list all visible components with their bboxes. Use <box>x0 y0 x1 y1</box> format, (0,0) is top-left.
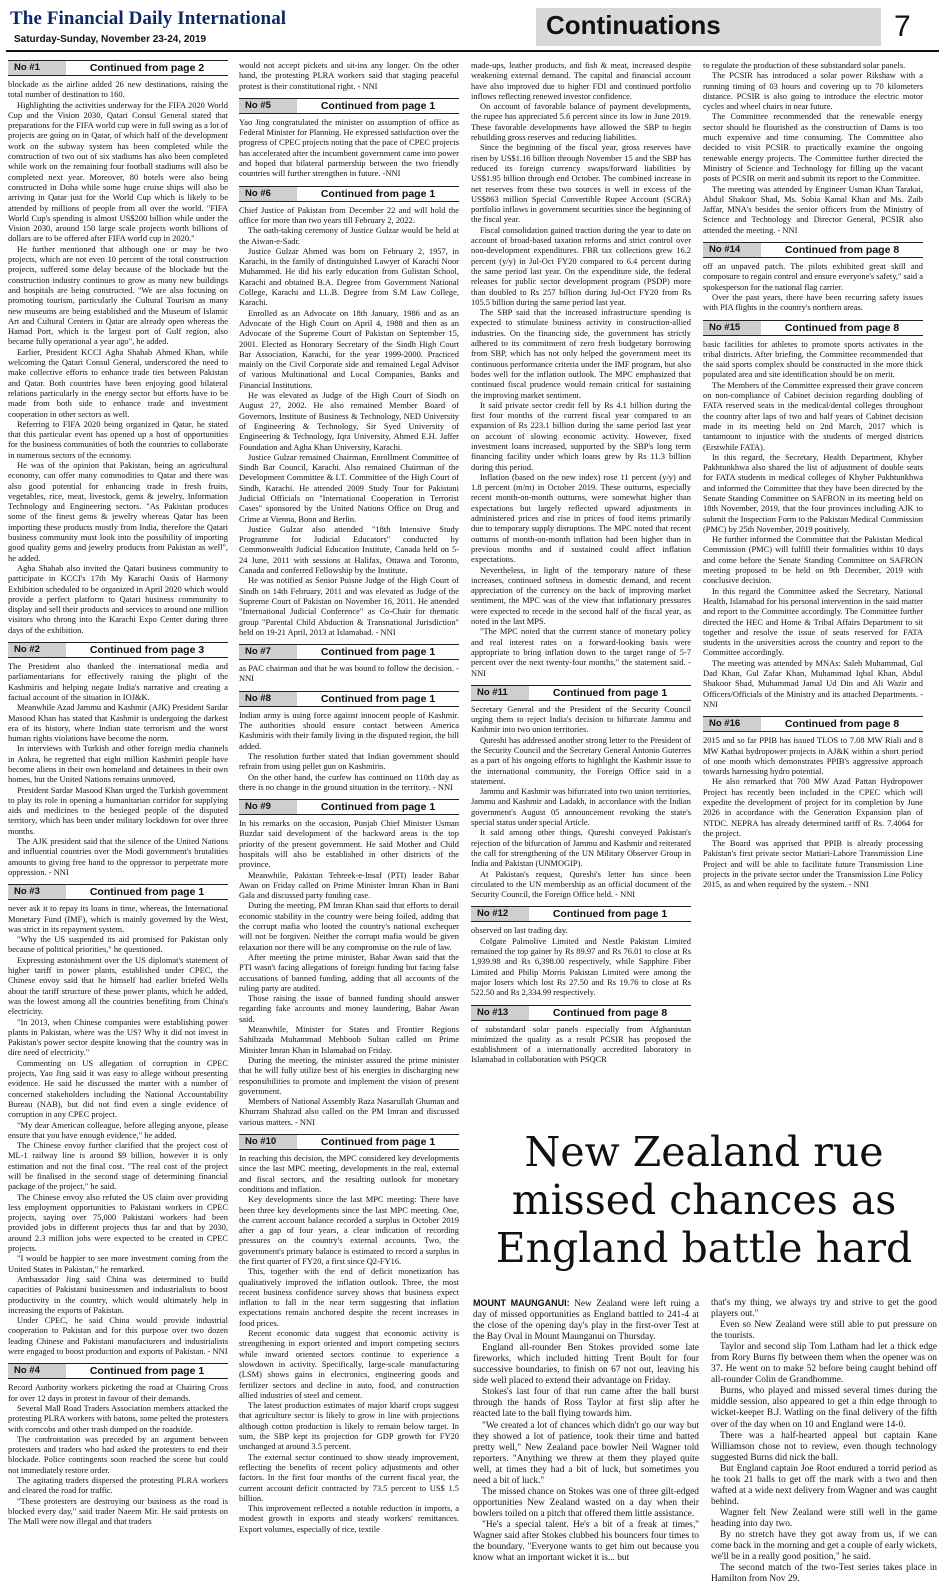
column-1 <box>8 60 228 1580</box>
body-paragraph: "I would be happier to see more investment coming from the United States in Pakistan," he remarked. <box>8 1253 228 1274</box>
body-paragraph: Several Mall Road Traders Association members attacked the protesting PLRA workers with batons, some pelted the protesters with corncobs and other trash dumped on the roadside. <box>8 1402 228 1434</box>
body-paragraph: The SBP said that the increased infrastructure spending is expected to stimulate business activity in construction-allied industries. On the financing side, the government has strictly adhered to its commitment of zero fresh budgetary borrowing from SBP, which has not only helped the government meet its continuous performance criteria under the IMF program, but also bodes well for the inflation outlook. The MPC emphasized that continued fiscal prudence would remain critical for sustaining the improving market sentiment. <box>471 307 691 400</box>
body-paragraph: Recent economic data suggest that economic activity is strengthening in export oriented and import competing sectors while inward oriented sectors continue to experience a slowdown in activity. Specifically, large-scale manufacturing (LSM) shows gains in electronics, engineering goods and fertilizer sectors and decline in auto, food, and construction allied industries of steel and cement. <box>239 1328 459 1400</box>
body-paragraph: never ask it to repay its loans in time, whereas, the International Monetary Fund (IMF), which is mainly governed by the West, was strict in its repayment system. <box>8 903 228 934</box>
body-paragraph: The latest production estimates of major kharif crops suggest that agriculture sector is likely to grow in line with projections although cotton production is likely to remain below target. In sum, the SBP kept its projection for GDP growth for FY20 unchanged at around 3.5 percent. <box>239 1400 459 1452</box>
feature-paragraph: The missed chance on Stokes was one of three gilt-edged opportunities New Zealand wasted on a day when their bowlers toiled on a pitch that offered them little assistance. <box>473 1486 699 1519</box>
continuation-header <box>239 186 459 202</box>
body-paragraph: He also remarked that 700 MW Azad Pattan Hydropower Project has recently been included in the CPEC which will expedite the development of project for its completion by June 2026 in accordance with the Generation Expansion plan of NTDC. NEPRA has already determined tariff of Rs. 7.4064 for the project. <box>703 776 923 838</box>
body-paragraph: basic facilities for athletes to promote sports activates in the tribal districts. After briefing, the Committee recommended that the said sports complex should be constructed in the more thick populated area and site identification should be on merit. <box>703 338 923 380</box>
continuation-header <box>703 320 923 336</box>
body-paragraph: Justice Gulzar remained Chairman, Enrollment Committee of Sindh Bar Council, Karachi. Also remained Chairman of the Development Committee & I.T. Committee of the High Court of Sindh, Karachi. He attended 2009 Study Tour for Pakistani Judicial Officials on "International Cooperation in Terrorist Cases" sponsored by the United Nations Office on Drug and Crime at Vienna, Bonn and Berlin. <box>239 451 459 524</box>
body-paragraph: The meeting was attended by MNAs: Saleh Muhammad, Gul Dad Khan, Gul Zafar Khan, Muhammad Iqbal Khan, Abdul Shakoor Shad, Muhammad Jamal Ud Din and Ali Wazir and Officers/Officials of the Ministry and its attached Departments. - NNI <box>703 657 923 709</box>
feature-paragraph: The second match of the two-Test series takes place in Hamilton from Nov 29. <box>711 1563 937 1583</box>
body-paragraph: After meeting the prime minister, Babar Awan said that the PTI wasn't facing allegations of foreign funding but facing false accusations of banned funding, adding that all accounts of the ruling party are audited. <box>239 951 459 993</box>
continuation-header <box>239 1134 459 1150</box>
body-paragraph: The meeting was attended by Engineer Usman Khan Tarakai, Abdul Shakoor Shad, Ms. Sobia Kamal Khan and Ms. Zaib Jaffar, MNA's besides the senior officers from the Ministry of Science and Technology and Director General, PCSIR also attended the meeting. - NNI <box>703 183 923 235</box>
body-paragraph: Fiscal consolidation gained traction during the year to date on account of broad-based taxation reforms and strict control over non-development expenditures. FBR tax collections grew 16.2 percent (y/y) in Jul-Oct FY20 compared to 6.4 percent during the same period last year. On the expenditure side, the federal releases for public sector development program (PSDP) more than doubled to Rs 257 billion during Jul-Oct FY20 from Rs 105.5 billion during the same period last year. <box>471 224 691 307</box>
continuation-number: No #11 <box>471 686 529 700</box>
body-paragraph: Indian army is using force against innocent people of Kashmir. The authorities should ensure contact between America Kashmiris with their family living in the disputed region, the bill added. <box>239 709 459 751</box>
feature-column-1 <box>473 1298 699 1583</box>
continuation-item <box>703 60 923 235</box>
body-paragraph: Key developments since the last MPC meeting: There have been three key developments since the last MPC meeting. One, the current account balance recorded a surplus in October 2019 after a gap of four years, a clear indication of recording pressures on the country's external accounts. Two, the government's primary balance is estimated to record a surplus in the first quarter of FY20, a first since Q2-FY16. <box>239 1194 459 1266</box>
continuation-label: Continued from page 1 <box>320 646 436 659</box>
feature-paragraph: Burns, who played and missed several times during the middle session, also appeared to get a thin edge through to wicket-keeper B.J. Watling on the final delivery of the fifth over of the day when on 10 and England were 14-0. <box>711 1386 937 1430</box>
body-paragraph: He was notified as Senior Puisne Judge of the High Court of Sindh on 14th February, 2011 and was elevated as Judge of the Supreme Court of Pakistan on November 16, 2011. He attended "International Judicial Conference" as Co-Chair for thematic group "Parental Child Abduction & Transnational Jurisdiction" held on 19-21 April, 2013 at Islamabad. - NNI <box>239 575 459 637</box>
column-2 <box>239 60 459 1580</box>
body-paragraph: The AJK president said that the silence of the United Nations and influential countries over the Modi government's brutalities amounts to giving free hand to the oppressor to perpetrate more oppression. - NNI <box>8 836 228 877</box>
continuation-header <box>703 242 923 258</box>
body-paragraph: This, together with the end of deficit monetization has qualitatively improved the inflation outlook. Three, the most recent business confidence survey shows that business expect inflation to fall in the near term suggesting that inflation expectations remain anchored despite the recent increases in food prices. <box>239 1266 459 1328</box>
body-paragraph: President Sardar Masood Khan urged the Turkish government to play its role in opening a humanitarian corridor for supplying aids and medicines to the besieged people of the disputed territory, which has been under military lockdown for over three months. <box>8 784 228 836</box>
continuation-label: Continued from page 1 <box>320 1136 436 1149</box>
continuation-item <box>239 60 459 91</box>
body-paragraph: Colgate Palmolive Limited and Nestle Pakistan Limited remained the top gainer by Rs 89.97 and Rs 76.01 to close at Rs 1,939.98 and Rs 6,398.00 respectively, while Sapphire Fiber Limited and Philip Morris Pakistan Limited were among the major losers which lost Rs 27.50 and Rs 19.76 to close at Rs 522.50 and Rs 2,334.99 respectively. <box>471 935 691 998</box>
body-paragraph: During the meeting, PM Imran Khan said that efforts to derail economic stability in the country were being foiled, adding that the corrupt mafia who looted the country's national exchequer will not be forgiven. Neither the corrupt mafia would be given relaxation nor there will be any compromise on the rule of law. <box>239 900 459 952</box>
continuation-item <box>471 1005 691 1065</box>
body-paragraph: This improvement reflected a notable reduction in imports, a modest growth in exports and steady workers' remittances. Export volumes, especially of rice, textile <box>239 1503 459 1534</box>
body-paragraph: Record Authority workers picketing the road at Chairing Cross for over 12 days in protest in favour of their demands. <box>8 1382 228 1403</box>
continuation-number: No #14 <box>703 243 761 257</box>
body-paragraph: of substandard solar panels especially from Afghanistan minimized the quality as a result PCSIR has proposed the establishment of a internationally accredited laboratory in Islamabad in collaboration with PSQCR <box>471 1023 691 1065</box>
feature-lead-text: New Zealand were left ruing a day of missed opportunities as England battled to 241-4 at the close of the opening day's play in the first-over Test at the Bay Oval in Mount Maunganui on Thursday. <box>473 1299 699 1343</box>
body-paragraph: Justice Gulzar Ahmed was born on February 2, 1957, in Karachi, in the family of distinguished Lawyer of Karachi Noor Muhammed. He did his early education from Gulistan School, Karachi and obtained B.A. Degree from Government National College, Karachi and LL.B. Degree from S.M Law College, Karachi. <box>239 245 459 308</box>
body-paragraph: Under CPEC, he said China would provide industrial cooperation to Pakistan and for this purpose over two dozen leading Chinese and Pakistani manufacturers and industrialists were engaged to boost production and exports of Pakistan. - NNI <box>8 1315 228 1357</box>
continuation-header <box>8 60 228 76</box>
body-paragraph: Justice Gulzar also attended "18th Intensive Study Programme for Judicial Educators" conducted by Commonwealth Judicial Education Institute, Canada held on 5-24 June, 2011 with sessions at Halifax, Ottawa and Toronto, Canada and conferred Fellowship by the Institute. <box>239 523 459 576</box>
continuation-item <box>703 716 923 889</box>
feature-paragraph: Wagner felt New Zealand were still well in the game heading into day two. <box>711 1507 937 1529</box>
continuation-label: Continued from page 1 <box>320 692 436 705</box>
body-paragraph: The Committee recommended that the renewable energy sector should be flourished as the construction of Dams is too much expensive and time consuming. The Committee also decided to visit PCSIR to practically examine the ongoing renewable energy projects. The Committee further directed the Ministry of Science and Technology for filling up the vacant posts of PCSIR on merit and submit its report to the Committee. <box>703 111 923 184</box>
continuation-item <box>471 685 691 900</box>
issue-date: Saturday-Sunday, November 23-24, 2019 <box>14 34 207 45</box>
column-4 <box>703 60 923 1120</box>
continuation-number: No #8 <box>239 692 297 706</box>
feature-col2-body <box>711 1298 937 1583</box>
continuation-label: Continued from page 1 <box>320 99 436 112</box>
body-paragraph: The oath-taking ceremony of Justice Gulzar would be held at the Aiwan-e-Sadr. <box>239 225 459 246</box>
feature-paragraph: "He's a special talent. He's a bit of a freak at times," Wagner said after Stokes clubbed his bouncers four times to the boundary. "Everyone wants to get him out because you know what an important wicket it is... but <box>473 1519 699 1564</box>
body-paragraph: He further informed the Committee that the Pakistan Medical Commission (PMC) will fulfill their formalities within 10 days and come before the Senate Standing Committee on SAFRON meeting proposed to be held on 9th December, 2019 with conclusive decision. <box>703 534 923 586</box>
body-paragraph: would not accept pickets and sit-ins any longer. On the other hand, the protesting PLRA workers said that staging peaceful protest is their constitutional right. - NNI <box>239 60 459 91</box>
masthead <box>6 4 939 52</box>
body-paragraph: He was elevated as Judge of the High Court of Sindh on August 27, 2002. He also remained Member Board of Governors, Institute of Business & Technology, NED University of Engineering & Technology, Sir Syed University of Engineering & Technology, Iqra University, Ahmed E.H. Jaffer Foundation and Agha Khan University, Karachi. <box>239 390 459 452</box>
continuation-item <box>703 320 923 710</box>
continuation-number: No #1 <box>8 61 66 75</box>
section-title: Continuations <box>546 10 721 40</box>
body-paragraph: During the meeting, the minister assured the prime minister that he will fully utilize best of his energies in discharging new responsibilities to promote and implement the vision of present government. <box>239 1054 459 1096</box>
feature-paragraph: "We created a lot of chances which didn't go our way but they showed a lot of patience, took their time and batted pretty well," New Zealand pace bowler Neil Wagner told reporters. "Anything we threw at them they played quite well, at times they had a bit of luck, but sometimes you need a bit of luck." <box>473 1420 699 1486</box>
body-paragraph: The Chinese envoy also refuted the US claim over providing less employment opportunities to Pakistani workers in CPEC projects, saying over 75,000 Pakistani workers had been provided jobs in different projects thus far and that by 2030, around 2.3 million jobs were expected to be created in CPEC projects. <box>8 1191 228 1254</box>
body-paragraph: In interviews with Turkish and other foreign media channels in Ankra, he regretted that eight million Kashmiri people have become aliens in their own homeland and detainees in their own homes, but the United Nations remains unmoved. <box>8 743 228 785</box>
body-paragraph: At Pakistan's request, Qureshi's letter has since been circulated to the UN membership as an official document of the Security Council, the Foreign Office held. - NNI <box>471 868 691 900</box>
body-paragraph: The Board was apprised that PPIB is already processing Pakistan's first private sector Matiari-Lahore Transmission Line Project and will be able to facilitate future Transmission Line projects in the private sector under the Transmission Line Policy 2015, as and when required by the system. - NNI <box>703 838 923 890</box>
body-paragraph: In reaching this decision, the MPC considered key developments since the last MPC meeting, developments in the real, external and fiscal sectors, and the resulting outlook for monetary conditions and inflation. <box>239 1153 459 1194</box>
body-paragraph: In his remarks on the occasion, Punjab Chief Minister Usman Buzdar said development of the backward areas is the top priority of the present government. He said Mother and Child hospitals will also be established in other districts of the province. <box>239 818 459 870</box>
continuation-header <box>239 644 459 660</box>
feature-paragraph: Taylor and second slip Tom Latham had let a thick edge from Rory Burns fly between them when the opener was on 37. He went on to make 52 before being caught behind off all-rounder Colin de Grandhomme. <box>711 1342 937 1386</box>
body-paragraph: Commenting on US allegation of corruption in CPEC projects, Yao Jing said it was easy to allege without presenting evidence. He said he discussed the matter with a number of concerned stakeholders including the National Accountability Bureau (NAB), but did not find even a single evidence of corruption in any CPEC project. <box>8 1057 228 1120</box>
continuation-item <box>8 60 228 635</box>
continuation-item <box>239 186 459 637</box>
continuation-number: No #16 <box>703 717 761 731</box>
continuation-number: No #15 <box>703 321 761 335</box>
body-paragraph: observed on last trading day. <box>471 925 568 936</box>
body-paragraph: He further mentioned that although one or may be two projects, which are not even 10 percent of the total construction projects, suffered some delay because of the blockade but the construction industry continues to grow as many new buildings and hospitals are being constructed. "We are also focusing on promoting tourism, particularly the Cultural Tourism as many new museums are being established and the Museum of Islamic Art and Cultural Centers in Qatar are already open whereas the Hamad Port, which is the largest port of Gulf region, also became fully operational a year ago", he added. <box>8 243 228 347</box>
continuation-number: No #12 <box>471 907 529 921</box>
body-paragraph: Agha Shahab also invited the Qatari business community to participate in KCCI's 17th My Karachi Oasis of Harmony Exhibition scheduled to be organized in April 2020 which would provide a perfect platform to Qatari business community to display and sell their products and services to around one million visitors who throng into the Karachi Expo Center during three days of the exhibition. <box>8 562 228 635</box>
continuation-header <box>8 884 228 900</box>
continuation-item <box>703 242 923 312</box>
continuation-label: Continued from page 8 <box>784 244 900 257</box>
body-paragraph: "These protesters are destroying our business as the road is blocked every day," said trader Naeem Mir. He said protests on The Mall were now illegal and that traders <box>8 1495 228 1527</box>
body-paragraph: Jammu and Kashmir was bifurcated into two union territories, Jammu and Kashmir and Ladakh, in accordance with the Indian government's August 05 announcement revoking the state's special status under special Article. <box>471 786 691 828</box>
continuation-item <box>471 60 691 678</box>
continuation-number: No #5 <box>239 99 297 113</box>
body-paragraph: The confrontation was preceded by an argument between protesters and traders who had asked the protesters to end their blockade. Police contingents soon reached the scene but could not immediately restore order. <box>8 1433 228 1475</box>
continuation-label: Continued from page 8 <box>784 718 900 731</box>
feature-paragraph: England all-rounder Ben Stokes provided some late fireworks, which included hitting Trent Boult for four successive boundaries, to finish on 67 not out, leaving his side well placed to extend their advantage on Friday. <box>473 1343 699 1387</box>
body-paragraph: 2015 and so far PPIB has issued TLOS to 7.08 MW Riali and 8 MW Kathai hydropower projects in AJ&K within a short period of one month which demonstrates PPIB's aggressive approach towards harnessing hydro potential. <box>703 735 923 777</box>
body-paragraph: as PAC chairman and that he was bound to follow the decision. - NNI <box>239 663 459 684</box>
paper-name: The Financial Daily International <box>10 8 287 29</box>
continuation-label: Continued from page 1 <box>552 908 668 921</box>
continuation-label: Continued from page 1 <box>320 187 436 200</box>
feature-paragraph: Stokes's last four of that run came after the ball burst through the hands of Ross Taylor at first slip after he reacted late to the ball flying towards him. <box>473 1387 699 1420</box>
body-paragraph: off an unpaved patch. The pilots exhibited great skill and composure to regain control and ensure everyone's safety," said a spokesperson for the national flag carrier. <box>703 261 923 292</box>
body-paragraph: It said private sector credit fell by Rs 4.1 billion during the first four months of the current fiscal year compared to an expansion of Rs 223.1 billion during the same period last year on account of slowing economic activity. However, fixed investment loans increased, supported by the SBP's long term financing facility under which loans grew by Rs 11.3 billion during this period. <box>471 399 691 472</box>
body-paragraph: "Why the US suspended its aid promised for Pakistan only because of political priorities," he questioned. <box>8 934 228 955</box>
body-paragraph: Ambassador Jing said China was determined to build capacities of Pakistani businessmen and industrialists to boost productivity in the country, which would ultimately help in increasing the exports of Pakistan. <box>8 1273 228 1315</box>
body-paragraph: Referring to FIFA 2020 being organized in Qatar, he stated that this particular event has opened up a host of opportunities for the business communities of both the countries to collaborate in numerous sectors of the economy. <box>8 418 228 460</box>
body-paragraph: The resolution further stated that Indian government should refrain from using pellet gun on Kashmiris. <box>239 750 459 772</box>
feature-col1-rest <box>473 1343 699 1564</box>
body-paragraph: Secretary General and the President of the Security Council urging them to reject India's decision to bifurcate Jammu and Kashmir into two union territories. <box>471 703 691 735</box>
continuation-header <box>703 716 923 732</box>
feature-paragraph: Even so New Zealand were still able to put pressure on the tourists. <box>711 1320 937 1342</box>
body-paragraph: On account of favorable balance of payment developments, the rupee has appreciated 5.6 percent since its low in June 2019. These favorable developments have allowed the SBP to begin rebuilding gross reserves and reducing liabilities. <box>471 101 691 143</box>
body-paragraph: Expressing astonishment over the US diplomat's statement of higher tariff in power plants, established under CPEC, the Chinese envoy said that he himself had earlier briefed Wells about the tariff structure of these power plants, which he added, was the lowest among all the countries benefiting from China's electricity. <box>8 954 228 1017</box>
feature-dateline: MOUNT MAUNGANUI: <box>473 1298 570 1308</box>
body-paragraph: Meanwhile, Minister for States and Frontier Regions Sahibzada Muhammad Mehboob Sultan called on Prime Minister Imran Khan in Islamabad on Friday. <box>239 1024 459 1055</box>
body-paragraph: Chief Justice of Pakistan from December 22 and will hold the office for more than two years till February 2, 2022. <box>239 204 459 225</box>
continuation-item <box>8 642 228 877</box>
continuation-label: Continued from page 1 <box>552 686 668 699</box>
feature-column-2 <box>711 1298 937 1583</box>
body-paragraph: The agitating traders dispersed the protesting PLRA workers and cleared the road for traffic. <box>8 1475 228 1496</box>
feature-lead-paragraph <box>473 1298 699 1343</box>
continuation-number: No #9 <box>239 800 297 814</box>
body-paragraph: "In 2013, when Chinese companies were establishing power plants in Pakistan, where was the US? Why it did not invest in Pakistan's power sector despite knowing that the country was in dire need of electricity." <box>8 1016 228 1058</box>
continuation-label: Continued from page 8 <box>552 1006 668 1019</box>
continuation-item <box>239 1134 459 1534</box>
continuation-number: No #7 <box>239 645 297 659</box>
continuation-label: Continued from page 8 <box>784 321 900 334</box>
body-paragraph: Meanwhile, Pakistan Tehreek-e-Insaf (PTI) leader Babar Awan on Friday called on Prime Minister Imran Khan in Bani Gala and discussed party funding case. <box>239 869 459 901</box>
body-paragraph: The President also thanked the international media and parliamentarians for effectively raising the plight of the Kashmiris and helping negate India's narrative and creating a factual account of the situation in IOJ&K. <box>8 661 228 702</box>
body-paragraph: He was of the opinion that Pakistan, being an agricultural economy, can offer many commodities to Qatar and there was also good potential for enhancing trade in fresh fruits, vegetables, rice, meat, livestock, gems & jewelry, Information Technology and Engineering sectors. "As Pakistan produces some of the finest gems & jewelry whereas Qatar has been importing these products mostly from India, therefore the Qatari business community must look into the possibility of importing good quality gems and jewelry products from Pakistan as well", he added. <box>8 459 228 563</box>
body-paragraph: Those raising the issue of banned funding should answer regarding fake accounts and money laundering, Babar Awan said. <box>239 993 459 1024</box>
continuation-label: Continued from page 1 <box>89 886 205 899</box>
feature-paragraph: But England captain Joe Root endured a torrid period as he took 21 balls to get off the mark with a two and then wafted at a wide next delivery from Wagner and was caught behind. <box>711 1463 937 1507</box>
body-paragraph: Meanwhile Azad Jammu and Kashmir (AJK) President Sardar Masood Khan has stated that Kashmir is undergoing the darkest era of its history, where Indian state terrorism and the worst human rights violations have become the norm. <box>8 702 228 744</box>
column-3 <box>471 60 691 1120</box>
continuation-label: Continued from page 2 <box>89 62 205 74</box>
feature-paragraph: that's my thing, we always try and strive to get the good players out." <box>711 1298 937 1320</box>
page-number: 7 <box>894 10 911 43</box>
continuation-item <box>8 1363 228 1526</box>
continuation-header <box>8 642 228 658</box>
body-paragraph: The PCSIR has introduced a solar power Rikshaw with a running timing of 03 hours and covering up to 70 kilometers distance. PCSIR is also going to introduce the electric motor cycles and wheel chairs in near future. <box>703 70 923 112</box>
body-paragraph: The Members of the Committee expressed their grave concern on non-compliance of Cabinet decision regarding doubling of FATA reserved seats in the medical/dental colleges throughout the country after laps of two and half years of Cabinet decision made in its meeting held on 2nd March, 2017 which is tantamount to injustice with the students of merged districts (Erstwhile FATA). <box>703 379 923 452</box>
continuation-item <box>239 799 459 1127</box>
body-paragraph: Since the beginning of the fiscal year, gross reserves have risen by US$1.16 billion through November 15 and the SBP has reduced its foreign currency swaps/forward liabilities by US$1.95 billion through end October. The combined increase in net reserves from these two sources is well in excess of the US$863 million Special Convertible Rupee Account (SCRA) portfolio inflows in government securities since the beginning of the fiscal year. <box>471 142 691 225</box>
feature-paragraph: There was a half-hearted appeal but captain Kane Williamson chose not to review, even though technology suggested Burns did nick the ball. <box>711 1430 937 1463</box>
continuation-item <box>239 691 459 792</box>
continuation-item <box>239 98 459 179</box>
continuation-header <box>8 1363 228 1379</box>
body-paragraph: In this regard, the Secretary, Health Department, Khyber Pakhtunkhwa also shared the list of adjustment of double seats for FATA students in medical colleges of Khyber Pakhtunkhwa and informed the Committee that they have been directed by the Senate Standing Committee on SAFRON in its meeting held on 18th November, 2019, that the four provinces including AJK to submit the Inspection Form to the Pakistan Medical Commission (PMC) by 25th November, 2019 positively. <box>703 451 923 534</box>
continuation-header <box>471 1005 691 1021</box>
body-paragraph: Nevertheless, in light of the temporary nature of these increases, continued softness in domestic demand, and recent appreciation of the currency on the back of improving market sentiment, the MPC was of the view that inflationary pressures were expected to recede in the second half of the fiscal year, as noted in the last MPS. <box>471 564 691 627</box>
feature-headline: New Zealand rue missed chances as England battle hard <box>495 1128 913 1272</box>
continuation-number: No #6 <box>239 187 297 201</box>
continuation-header <box>471 685 691 701</box>
body-paragraph: It said among other things, Qureshi conveyed Pakistan's rejection of the bifurcation of Jammu and Kashmir and reiterated the call for strengthening of the UN Military Observer Group in India and Pakistan (UNMOGIP). <box>471 827 691 869</box>
continuation-number: No #10 <box>239 1135 297 1149</box>
continuation-item <box>471 906 691 997</box>
body-paragraph: to regulate the production of these substandard solar panels. <box>703 60 906 70</box>
body-paragraph: Yao Jing congratulated the minister on assumption of office as Federal Minister for Planning. He expressed satisfaction over the progress of CPEC projects noting that the pace of CPEC projects has accelerated after the incumbent government came into power and hoped that bilateral partnership between the two friendly countries will further strengthen in future. -NNI <box>239 116 459 179</box>
continuation-number: No #2 <box>8 643 66 657</box>
continuation-header <box>239 799 459 815</box>
continuation-item <box>239 644 459 684</box>
body-paragraph: The Chinese envoy further clarified that the project cost of ML-1 railway line is around $9 billion, however it is only estimation and not the final cost. "The real cost of the project will be finalised in the second stage of determining financial package of the project," he said. <box>8 1140 228 1192</box>
continuation-header <box>239 98 459 114</box>
body-paragraph: made-ups, leather products, and fish & meat, increased despite weakening external demand. The capital and financial account have also improved due to higher FDI and continued portfolio inflows reflecting renewed investor confidence. <box>471 60 691 101</box>
feature-paragraph: By no stretch have they got away from us, if we can come back in the morning and get a couple of early wickets, we'll be in a really good position," he said. <box>711 1529 937 1563</box>
body-paragraph: In this regard the Committee asked the Secretary, National Health, Islamabad for his personal intervention in the said matter and report to the Committee accordingly. The Committee further directed the HEC and Home & Tribal Affairs Department to sit together and resolve the issue of seats reserved for FATA students in the universities across the country and report to the Committee accordingly. <box>703 585 923 658</box>
continuation-header <box>471 906 691 922</box>
body-paragraph: Enrolled as an Advocate on 18th January, 1986 and as an Advocate of the High Court on April 4, 1988 and then as an Advocate of the Supreme Court of Pakistan on September 15, 2001. Elected as Honorary Secretary of the Sindh High Court Bar Association, Karachi, for the year 1999-2000. Practiced mainly on the Civil Corporate side and remained Legal Advisor of various Multinational and Local Companies, Banks and Financial Institutions. <box>239 307 459 390</box>
continuation-item <box>8 884 228 1356</box>
continuation-number: No #3 <box>8 885 66 899</box>
continuation-number: No #4 <box>8 1364 66 1378</box>
continuation-number: No #13 <box>471 1006 529 1020</box>
body-paragraph: "My dear American colleague, before alleging anyone, please ensure that you have enough evidence," he added. <box>8 1119 228 1140</box>
body-paragraph: The external sector continued to show steady improvement, reflecting the benefits of recent policy adjustments and other factors. In the first four months of the current fiscal year, the current account deficit contracted by 73.5 percent to US$ 1.5 billion. <box>239 1451 459 1503</box>
continuation-header <box>239 691 459 707</box>
body-paragraph: Highlighting the activities underway for the FIFA 2020 World Cup and the Vision 2030, Qatari Consul General stated that preparations for the FIFA world cup were in full swing as a lot of projects are going on in Qatar, of which half of the development work on the subway system has been completed while the construction of two out of six stadiums has also been completed while work on the remaining four football stadiums will also be completed next year. Moreover, 80 hotels were also being constructed in Doha while some huge cruise ships will also be arriving in Qatar just for the World Cup which is likely to be attended by millions of people from all over the world. "FIFA World Cup's spending is almost US$200 billion while under the Vision 2030, around 150 large scale projects worth billions of dollars are to be offered after FIFA world cup in 2020." <box>8 99 228 244</box>
body-paragraph: Inflation (based on the new index) rose 11 percent (y/y) and 1.8 percent (m/m) in October 2019. These outturns, especially recent month-on-month outturns, were somewhat higher than expectations but largely reflected upward adjustments in administered prices and rise in prices of food items primarily due to temporary supply disruptions. The MPC noted that recent outturns of month-on-month inflation had been higher than in previous months and if sustained could affect inflation expectations. <box>471 471 691 565</box>
body-paragraph: On the other hand, the curfew has continued on 110th day as there is no change in the ground situation in the territory. - NNI <box>239 771 459 792</box>
body-paragraph: Qureshi has addressed another strong letter to the President of the Security Council and the Secretary General Antonio Guterres as a part of his ongoing efforts to highlight the Kashmir issue to the international community, the Foreign Office said in a statement. <box>471 734 691 786</box>
continuation-label: Continued from page 1 <box>320 801 436 814</box>
continuation-label: Continued from page 1 <box>89 1365 205 1378</box>
body-paragraph: blockade as the airline added 26 new destinations, raising the total number of destination to 160. <box>8 79 228 100</box>
body-paragraph: Earlier, President KCCI Agha Shahab Ahmed Khan, while welcoming the Qatari Consul General, underscored the need to make collective efforts to enhance trade ties between Pakistan and Qatar. Both countries have been enjoying good bilateral relations particularly in the energy sector but efforts have to be made from both side to enhance trade and investment cooperation in other sectors as well. <box>8 346 228 419</box>
body-paragraph: Over the past years, there have been recurring safety issues with PIA flights in the country's northern areas. <box>703 291 923 313</box>
body-paragraph: Members of National Assembly Raza Nasarullah Ghuman and Khurram Shahzad also called on the PM Imran and discussed various matters. - NNI <box>239 1096 459 1127</box>
body-paragraph: "The MPC noted that the current stance of monetary policy and real interest rates on a forward-looking basis were appropriate to bring inflation down to the target range of 5-7 percent over the next twenty-four months," the statement said. - NNI <box>471 626 691 678</box>
continuation-label: Continued from page 3 <box>89 644 205 657</box>
